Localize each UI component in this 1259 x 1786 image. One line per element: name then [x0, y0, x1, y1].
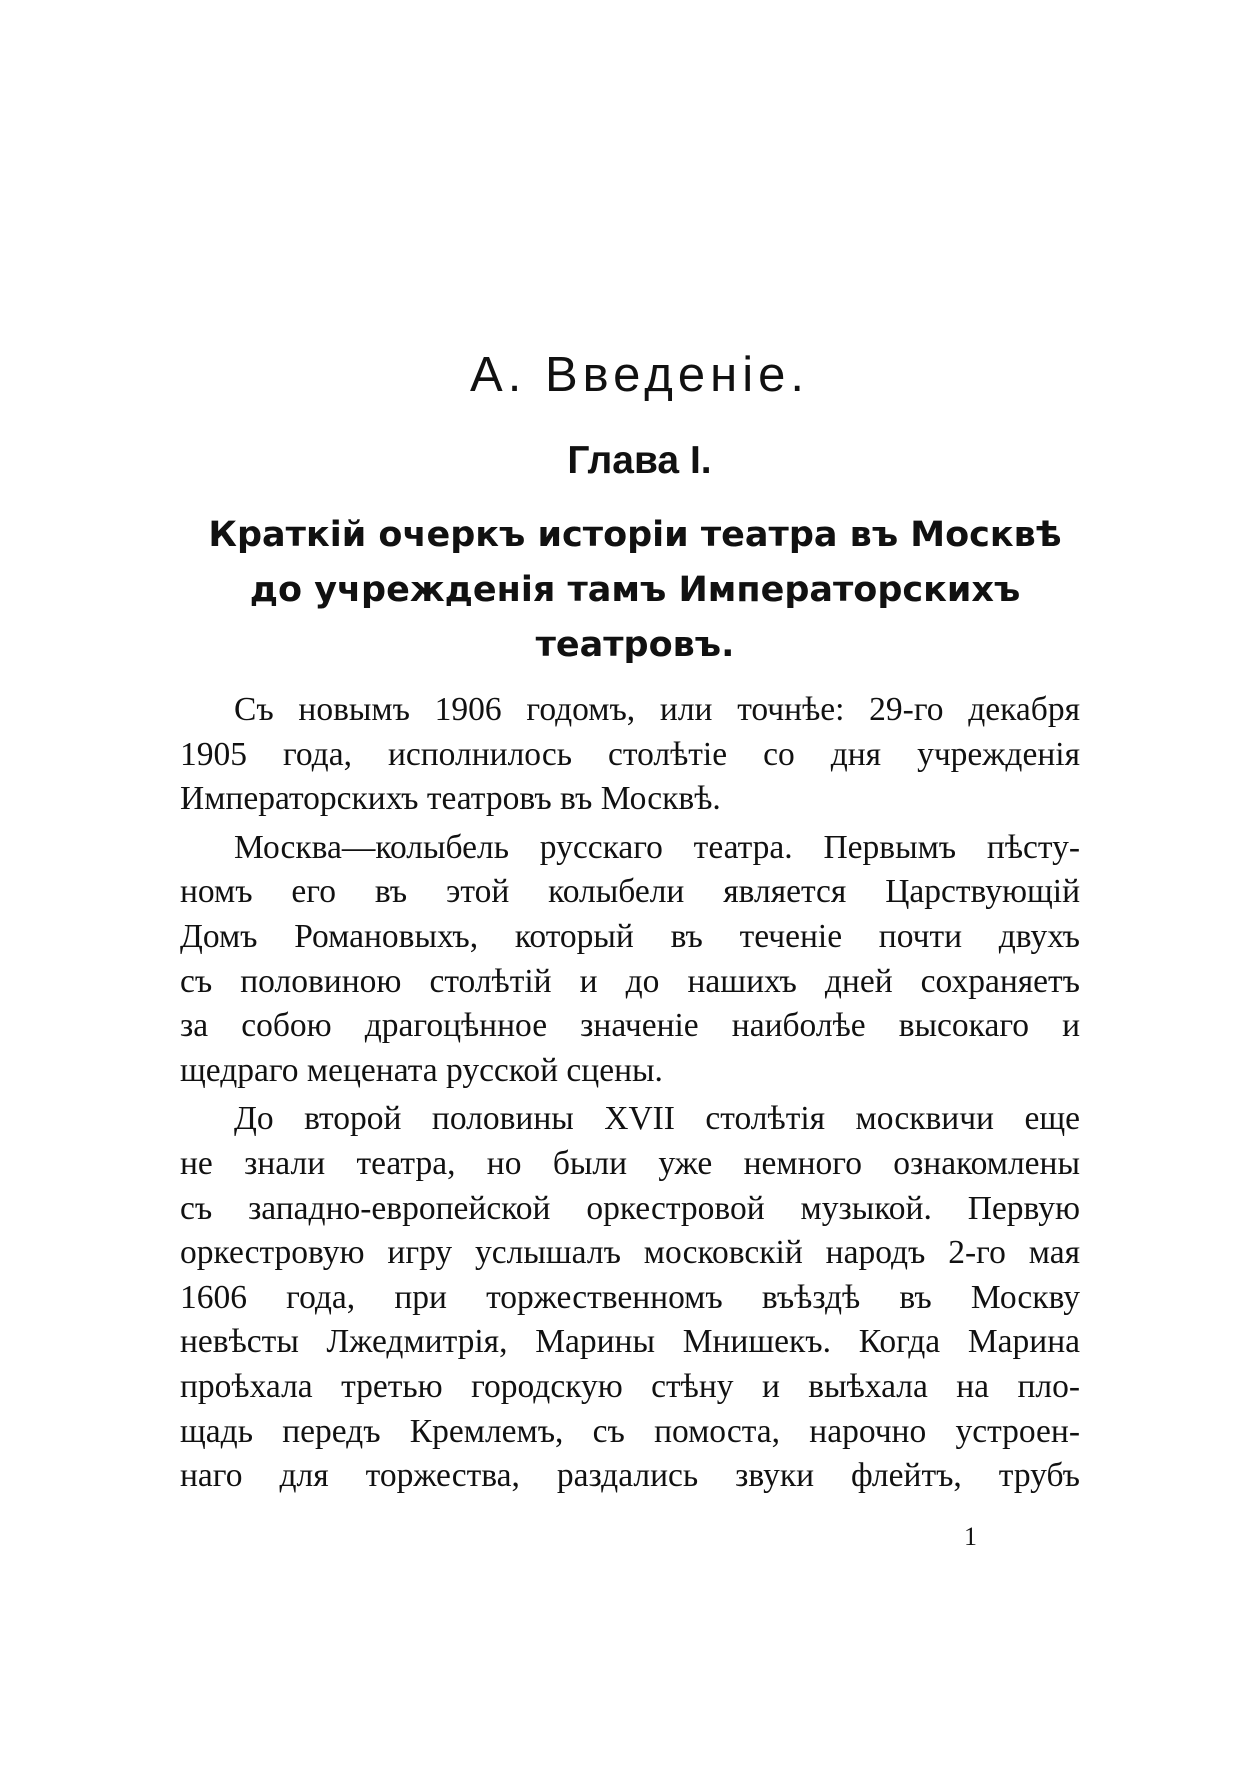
text-line: проѣхала третью городскую стѣну и выѣхала на пло- [180, 1367, 1080, 1405]
paragraph [180, 1097, 1080, 1498]
text-line: 1905 года, исполнилось столѣтіе со дня учрежденія [180, 735, 1080, 773]
text-line: наго для торжества, раздались звуки флейтъ, трубъ [180, 1457, 1080, 1495]
text-line: номъ его въ этой колыбели является Царствующій [180, 873, 1080, 911]
text-line: Москва—колыбель русскаго театра. Первымъ пѣсту- [234, 828, 1080, 866]
chapter-heading-line: театровъ. [535, 625, 735, 665]
page-number: 1 [964, 1522, 977, 1551]
text-line: съ половиною столѣтій и до нашихъ дней сохраняетъ [180, 962, 1080, 1000]
paragraph [180, 826, 1080, 1094]
text-line: щадь передъ Кремлемъ, съ помоста, нарочно устроен- [180, 1412, 1080, 1450]
text-line: съ западно-европейской оркестровой музыкой. Первую [180, 1189, 1080, 1227]
section-title: А. Введеніе. [470, 348, 809, 402]
text-line: щедраго мецената русской сцены. [180, 1051, 663, 1089]
text-line: за собою драгоцѣнное значеніе наиболѣе высокаго и [180, 1007, 1080, 1045]
chapter-heading-line: Краткій очеркъ исторіи театра въ Москвѣ [208, 515, 1062, 555]
text-line: Съ новымъ 1906 годомъ, или точнѣе: 29-го декабря [234, 691, 1080, 728]
text-line: невѣсты Лжедмитрія, Марины Мнишекъ. Когда Марина [180, 1323, 1080, 1361]
body-text [180, 688, 1080, 1503]
text-line: оркестровую игру услышалъ московскій народъ 2-го мая [180, 1234, 1080, 1272]
chapter-title: Глава I. [567, 439, 712, 482]
paragraph [180, 688, 1080, 822]
text-line: До второй половины XVII столѣтія москвичи еще [234, 1100, 1080, 1138]
text-line: Домъ Романовыхъ, который въ теченіе почти двухъ [180, 917, 1080, 955]
text-line: не знали театра, но были уже немного ознакомлены [180, 1144, 1080, 1182]
chapter-heading [170, 508, 1100, 673]
text-line: 1606 года, при торжественномъ въѣздѣ въ Москву [180, 1278, 1080, 1316]
chapter-heading-line: до учрежденія тамъ Императорскихъ [249, 570, 1021, 610]
text-line: Императорскихъ театровъ въ Москвѣ. [180, 780, 721, 818]
